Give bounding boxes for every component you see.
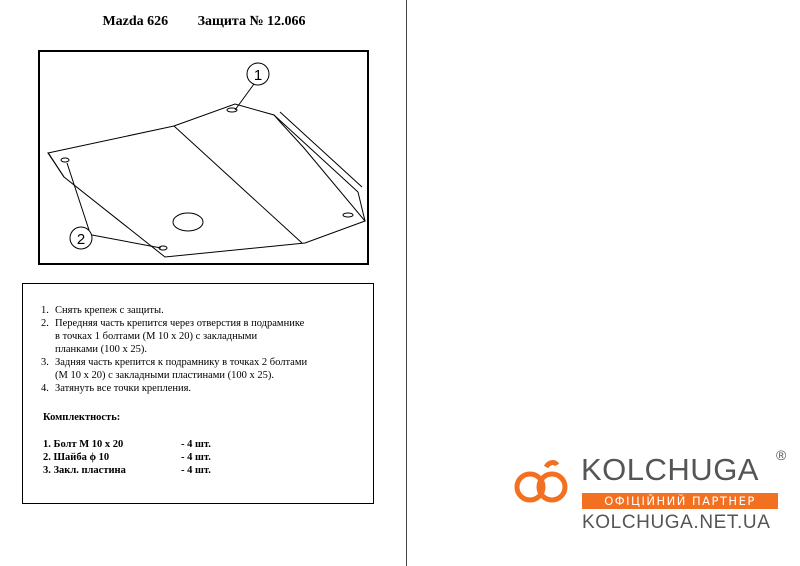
- website-url: KOLCHUGA.NET.UA: [582, 512, 771, 533]
- part-number: Защита № 12.066: [197, 14, 306, 29]
- kit-title: Комплектность:: [43, 412, 121, 423]
- step-item: 1. Снять крепеж с защиты.: [41, 305, 164, 316]
- brand-name: KOLCHUGA: [581, 452, 759, 487]
- kit-row: 1. Болт M 10 x 20 - 4 шт.: [43, 439, 211, 450]
- chain-links-icon: [508, 457, 578, 513]
- oil-drain-hole: [173, 213, 203, 231]
- kolchuga-logo: [508, 447, 794, 545]
- step-item: 3. Задняя часть крепится к подрамнику в точках 2 болтами (M 10 x 20) с закладными пластинами (100 x 25).: [41, 357, 308, 381]
- installation-drawing: [38, 50, 369, 265]
- kit-row: 3. Закл. пластина - 4 шт.: [43, 465, 211, 476]
- document-header: [0, 14, 408, 30]
- callout-2-label: 2: [76, 231, 86, 248]
- partner-badge: ОФІЦІЙНИЙ ПАРТНЕР: [582, 493, 778, 509]
- callout-1-label: 1: [253, 67, 263, 84]
- skid-plate-outline: [48, 104, 365, 257]
- car-model: Mazda 626: [102, 14, 169, 29]
- kit-list: [43, 438, 211, 477]
- kit-row: 2. Шайба ϕ 10 - 4 шт.: [43, 452, 211, 463]
- skid-plate-diagram: [40, 52, 367, 263]
- page-divider: [406, 0, 407, 566]
- installation-steps: [41, 304, 371, 395]
- step-item: 2. Передняя часть крепится через отверстия в подрамнике в точках 1 болтами (M 10 x 20) с закладными планками (100 x 25).: [41, 318, 305, 355]
- instructions-box: [22, 283, 374, 504]
- step-item: 4. Затянуть все точки крепления.: [41, 383, 192, 394]
- registered-mark: ®: [776, 447, 787, 463]
